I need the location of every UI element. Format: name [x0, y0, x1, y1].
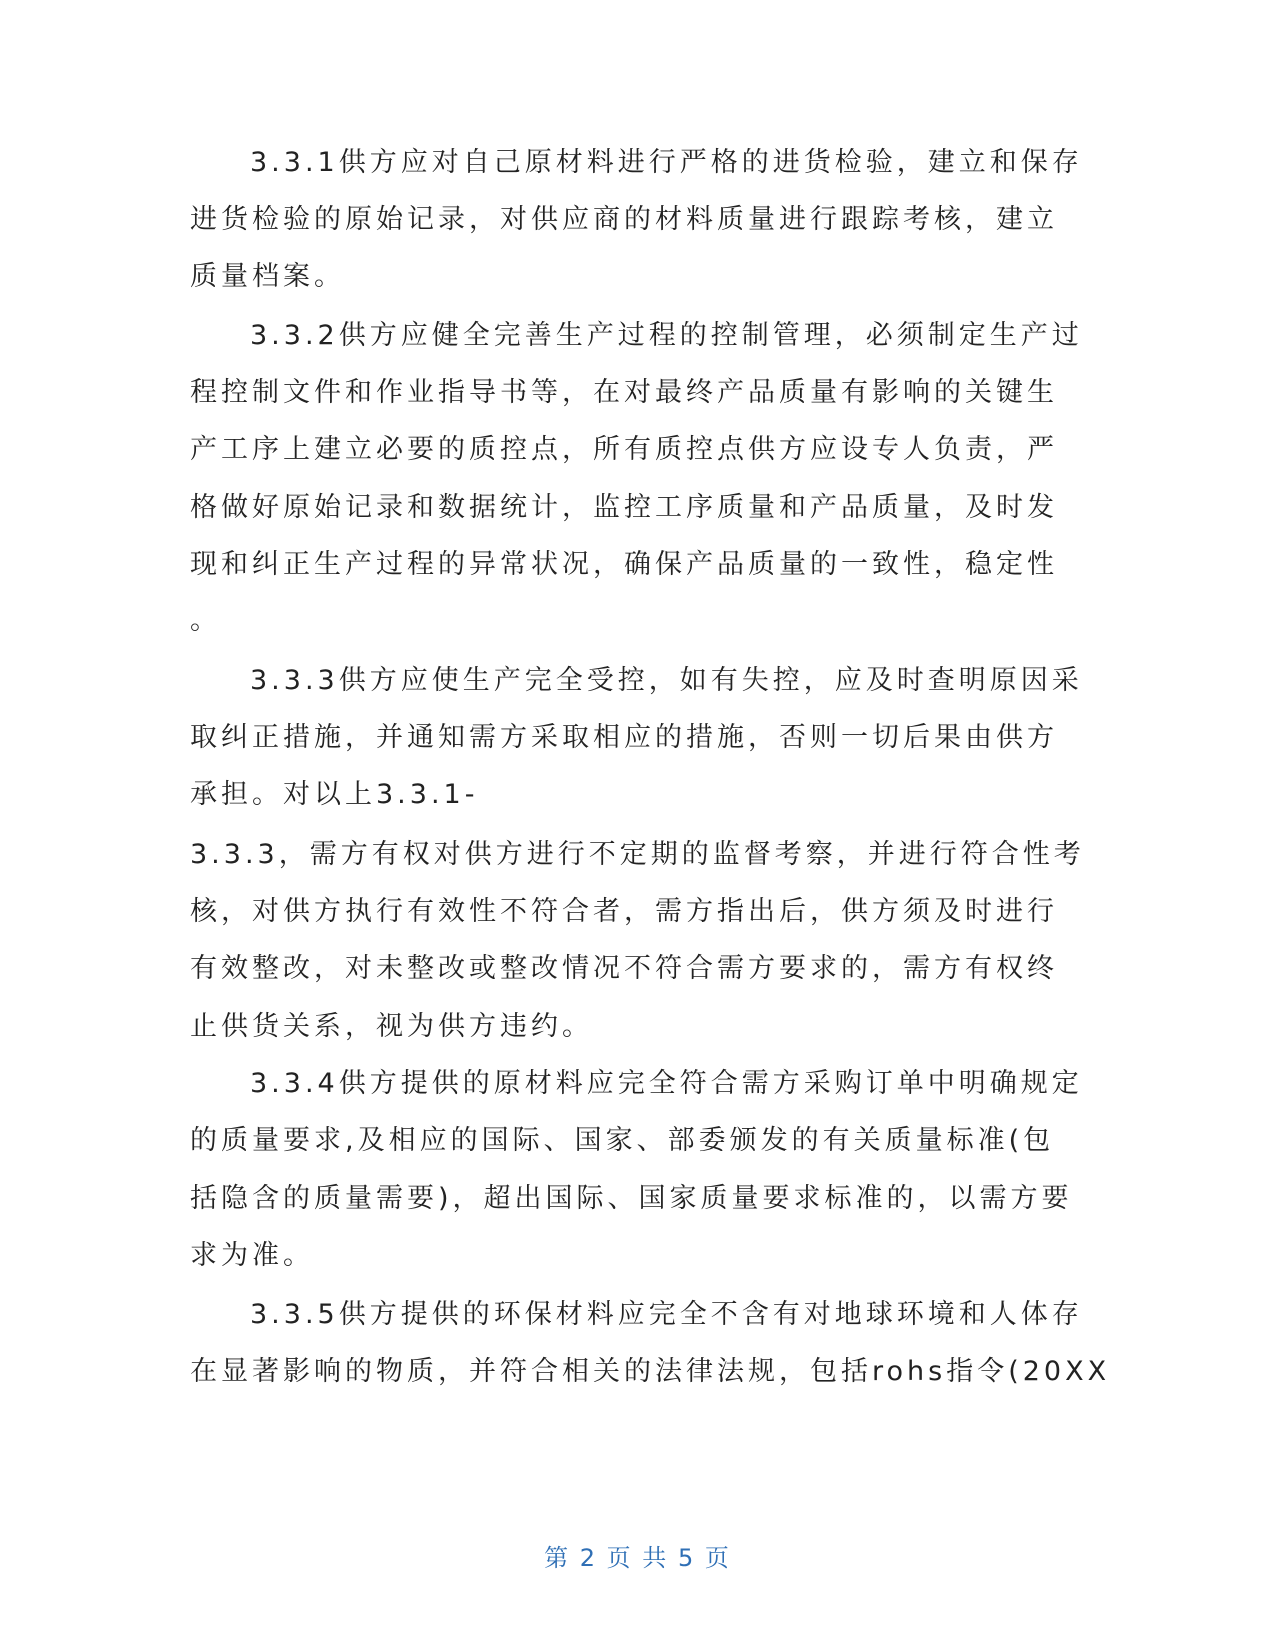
paragraph-3-3-2-line-2: 程控制文件和作业指导书等，在对最终产品质量有影响的关键生	[190, 377, 1058, 408]
paragraph-3-3-2-line-6: 。	[190, 605, 221, 636]
paragraph-3-3-3-line-1: 3.3.3供方应使生产完全受控，如有失控，应及时查明原因采	[250, 665, 1083, 696]
paragraph-3-3-2-line-3: 产工序上建立必要的质控点，所有质控点供方应设专人负责，严	[190, 434, 1058, 465]
paragraph-3-3-1-line-1: 3.3.1供方应对自己原材料进行严格的进货检验，建立和保存	[250, 147, 1083, 178]
paragraph-3-3-1-line-2: 进货检验的原始记录，对供应商的材料质量进行跟踪考核，建立	[190, 204, 1058, 235]
paragraph-3-3-4-line-1: 3.3.4供方提供的原材料应完全符合需方采购订单中明确规定	[250, 1068, 1083, 1099]
paragraph-3-3-4-line-2: 的质量要求,及相应的国际、国家、部委颁发的有关质量标准(包	[190, 1125, 1055, 1156]
paragraph-3-3-4-line-4: 求为准。	[190, 1240, 314, 1271]
paragraph-3-3-4-line-3: 括隐含的质量需要)，超出国际、国家质量要求标准的，以需方要	[190, 1183, 1073, 1214]
paragraph-3-3-1-line-3: 质量档案。	[190, 261, 345, 292]
paragraph-3-3-2-line-5: 现和纠正生产过程的异常状况，确保产品质量的一致性，稳定性	[190, 549, 1058, 580]
paragraph-3-3-5-line-2: 在显著影响的物质，并符合相关的法律法规，包括rohs指令(20XX	[190, 1356, 1111, 1387]
paragraph-3-3-3-line-6: 有效整改，对未整改或整改情况不符合需方要求的，需方有权终	[190, 953, 1058, 984]
paragraph-3-3-3-line-2: 取纠正措施，并通知需方采取相应的措施，否则一切后果由供方	[190, 722, 1058, 753]
paragraph-3-3-2-line-1: 3.3.2供方应健全完善生产过程的控制管理，必须制定生产过	[250, 320, 1083, 351]
paragraph-3-3-3-line-4: 3.3.3，需方有权对供方进行不定期的监督考察，并进行符合性考	[190, 839, 1085, 870]
paragraph-3-3-3-line-5: 核，对供方执行有效性不符合者，需方指出后，供方须及时进行	[190, 896, 1058, 927]
page-number-footer: 第 2 页 共 5 页	[544, 1544, 731, 1572]
paragraph-3-3-3-line-3: 承担。对以上3.3.1-	[190, 779, 479, 810]
paragraph-3-3-3-line-7: 止供货关系，视为供方违约。	[190, 1011, 593, 1042]
paragraph-3-3-2-line-4: 格做好原始记录和数据统计，监控工序质量和产品质量，及时发	[190, 492, 1058, 523]
paragraph-3-3-5-line-1: 3.3.5供方提供的环保材料应完全不含有对地球环境和人体存	[250, 1299, 1083, 1330]
